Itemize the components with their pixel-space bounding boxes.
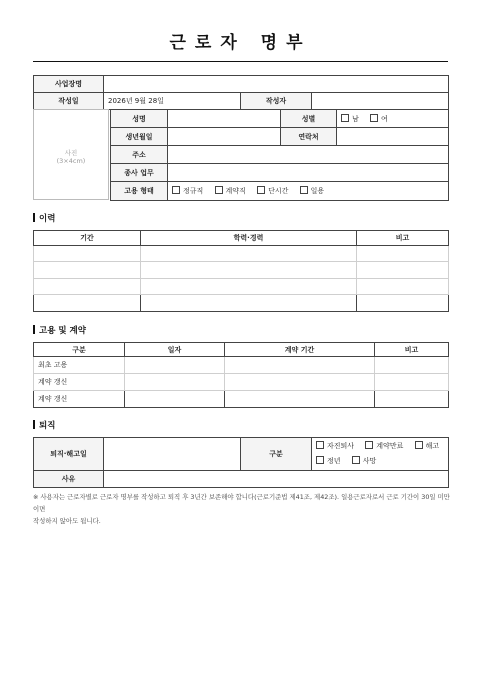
contract-row-label: 계약 갱신 [34, 391, 125, 408]
retire-option-retirement-age[interactable] [316, 454, 341, 469]
history-cell[interactable] [141, 246, 357, 262]
retire-type-row [316, 454, 444, 469]
photo-placeholder[interactable] [33, 109, 109, 200]
contract-row-label: 계약 갱신 [34, 374, 125, 391]
section-marker [33, 420, 35, 429]
employment-option-contract[interactable] [215, 186, 246, 196]
retire-option-label: 해고 [425, 442, 440, 450]
birth-value[interactable] [168, 128, 281, 146]
section-marker [33, 325, 35, 334]
contract-row-label: 최초 고용 [34, 357, 125, 374]
contract-cell[interactable] [225, 391, 375, 408]
name-label: 성명 [111, 110, 168, 128]
history-table [33, 230, 449, 312]
history-col-period: 기간 [34, 231, 141, 246]
retire-heading-text: 퇴직 [39, 421, 56, 431]
personal-info-table [110, 109, 449, 201]
history-cell[interactable] [141, 279, 357, 295]
contract-col-note: 비고 [375, 343, 449, 357]
photo-size-label: (3×4cm) [56, 157, 86, 165]
history-cell[interactable] [34, 246, 141, 262]
checkbox-icon [257, 186, 265, 194]
history-cell[interactable] [141, 262, 357, 279]
gender-option-label: 여 [381, 114, 388, 123]
address-value[interactable] [168, 146, 449, 164]
gender-option-male[interactable] [341, 114, 359, 124]
contract-cell[interactable] [375, 357, 449, 374]
address-label: 주소 [111, 146, 168, 164]
history-cell[interactable] [34, 262, 141, 279]
retire-option-resign[interactable] [316, 439, 354, 454]
checkbox-icon [316, 456, 324, 464]
contract-cell[interactable] [375, 374, 449, 391]
contract-col-date: 일자 [125, 343, 225, 357]
birth-label: 생년월일 [111, 128, 168, 146]
footnote-line: 작성하지 않아도 됩니다. [33, 517, 101, 525]
job-label: 종사 업무 [111, 164, 168, 182]
checkbox-icon [300, 186, 308, 194]
retire-type-label: 구분 [241, 438, 312, 471]
contract-heading-text: 고용 및 계약 [39, 326, 86, 336]
history-heading [33, 212, 55, 224]
history-cell[interactable] [357, 279, 449, 295]
workplace-value[interactable] [104, 76, 449, 93]
footnote-line: ※ 사용자는 근로자별로 근로자 명부를 작성하고 퇴직 후 3년간 보존해야 합니다(근로기준법 제41조, 제42조). 일용근로자로서 근로 기간이 30일 미만이면 [33, 493, 450, 513]
retire-type-options [312, 438, 449, 471]
retire-option-label: 사망 [362, 457, 377, 465]
checkbox-icon [215, 186, 223, 194]
contract-table [33, 342, 449, 408]
history-cell[interactable] [357, 262, 449, 279]
employment-options [168, 182, 449, 201]
gender-label: 성별 [281, 110, 337, 128]
contract-cell[interactable] [125, 374, 225, 391]
history-cell[interactable] [357, 295, 449, 312]
contact-label: 연락처 [281, 128, 337, 146]
employment-label: 고용 형태 [111, 182, 168, 201]
retire-type-row [316, 439, 444, 454]
checkbox-icon [341, 114, 349, 122]
contract-cell[interactable] [225, 357, 375, 374]
history-cell[interactable] [357, 246, 449, 262]
retire-date-label: 퇴직·해고일 [34, 438, 104, 471]
title-divider [33, 61, 448, 62]
retire-reason-label: 사유 [34, 471, 104, 488]
employment-option-regular[interactable] [172, 186, 203, 196]
job-value[interactable] [168, 164, 449, 182]
history-heading-text: 이력 [39, 214, 56, 224]
checkbox-icon [352, 456, 360, 464]
contract-col-period: 계약 기간 [225, 343, 375, 357]
section-marker [33, 213, 35, 222]
employment-option-daily[interactable] [300, 186, 325, 196]
employment-option-label: 일용 [310, 187, 325, 195]
retire-option-label: 계약만료 [376, 442, 404, 450]
contract-heading [33, 324, 86, 336]
retire-option-death[interactable] [352, 454, 377, 469]
checkbox-icon [370, 114, 378, 122]
gender-option-female[interactable] [370, 114, 388, 124]
document-title: 근로자 명부 [169, 33, 312, 53]
contract-col-type: 구분 [34, 343, 125, 357]
history-cell[interactable] [34, 295, 141, 312]
retire-option-label: 정년 [327, 457, 341, 465]
gender-option-label: 남 [352, 114, 359, 123]
writer-label: 작성자 [241, 93, 312, 110]
workplace-table [33, 75, 449, 110]
retire-date-value[interactable] [104, 438, 241, 471]
date-label: 작성일 [34, 93, 104, 110]
contract-cell[interactable] [125, 391, 225, 408]
contract-cell[interactable] [125, 357, 225, 374]
checkbox-icon [316, 441, 324, 449]
checkbox-icon [365, 441, 373, 449]
retire-option-expire[interactable] [365, 439, 403, 454]
gender-options [337, 110, 449, 128]
retire-table [33, 437, 449, 488]
footnote [33, 491, 453, 527]
history-cell[interactable] [141, 295, 357, 312]
photo-label: 사진 [64, 149, 78, 157]
employment-option-label: 정규직 [183, 187, 204, 195]
retire-option-dismiss[interactable] [415, 439, 440, 454]
contract-cell[interactable] [375, 391, 449, 408]
history-col-note: 비고 [357, 231, 449, 246]
name-value[interactable] [168, 110, 281, 128]
retire-heading [33, 419, 55, 431]
employment-option-label: 단시간 [268, 187, 289, 195]
history-cell[interactable] [34, 279, 141, 295]
workplace-label: 사업장명 [34, 76, 104, 93]
contract-cell[interactable] [225, 374, 375, 391]
date-value[interactable]: 2026년 9월 28일 [104, 93, 241, 110]
checkbox-icon [415, 441, 423, 449]
checkbox-icon [172, 186, 180, 194]
contact-value[interactable] [337, 128, 449, 146]
writer-value[interactable] [312, 93, 449, 110]
retire-option-label: 자진퇴사 [327, 442, 355, 450]
employment-option-label: 계약직 [225, 187, 246, 195]
employment-option-parttime[interactable] [257, 186, 288, 196]
retire-reason-value[interactable] [104, 471, 449, 488]
history-col-career: 학력·경력 [141, 231, 357, 246]
